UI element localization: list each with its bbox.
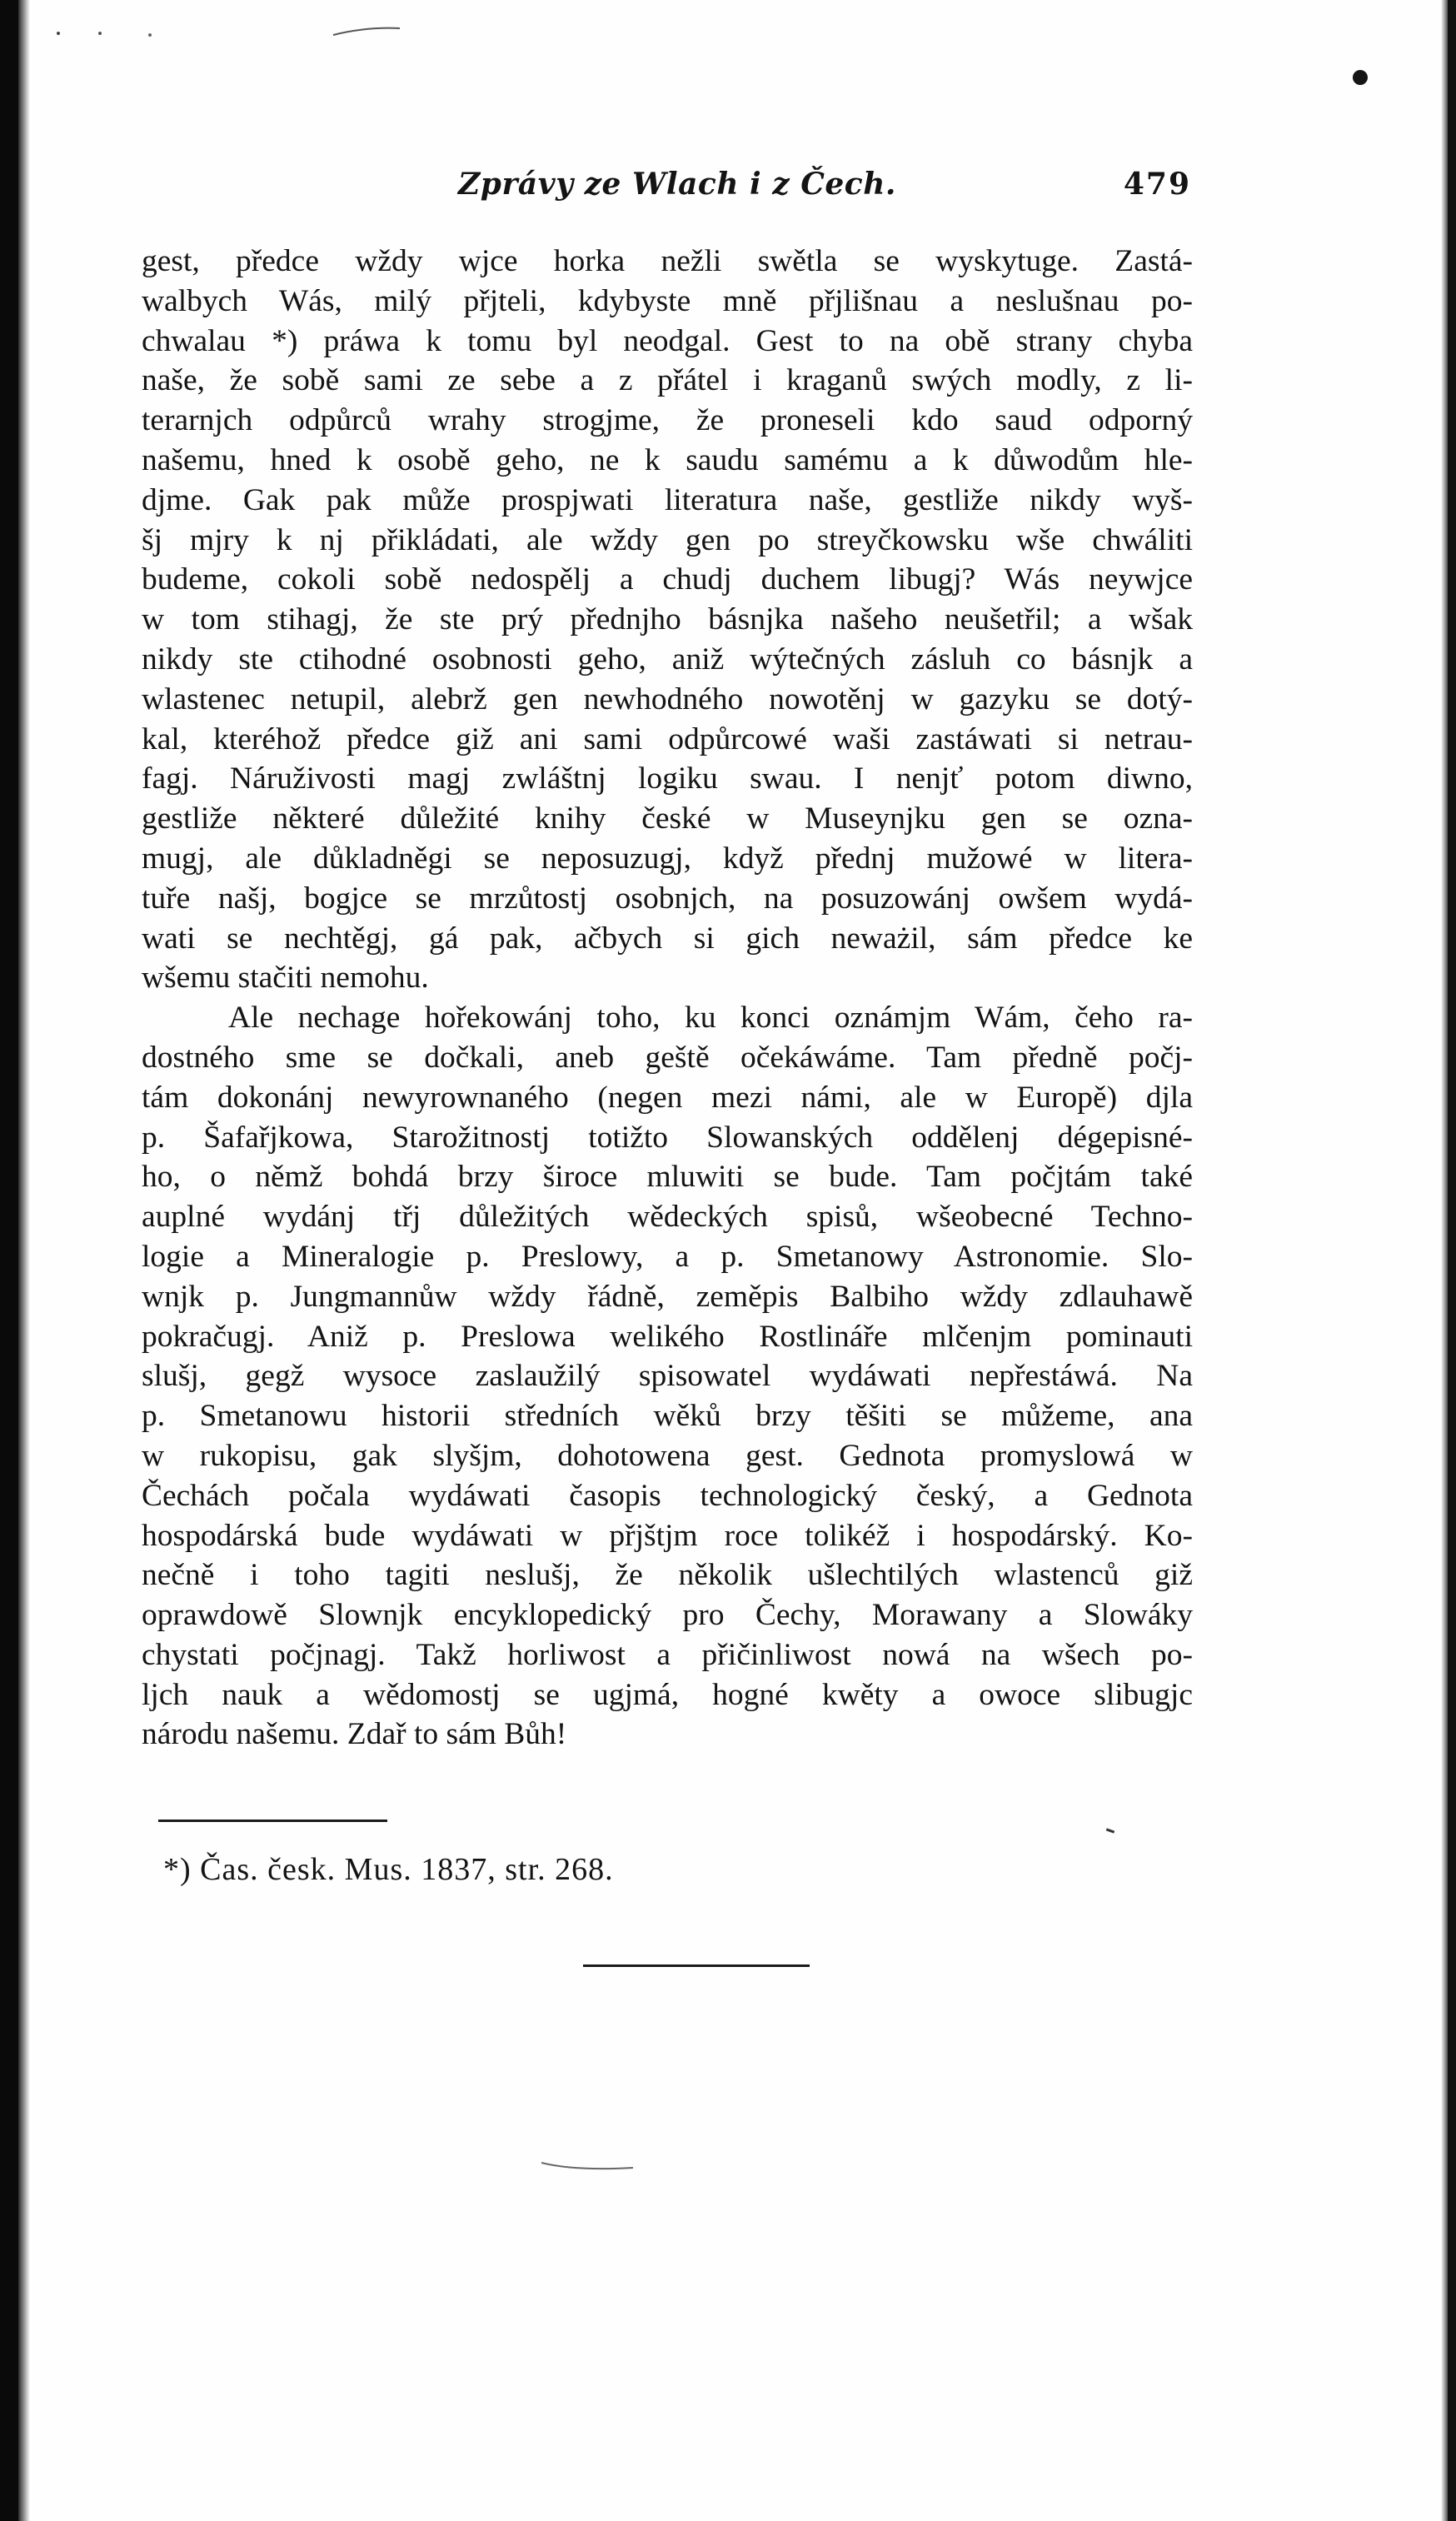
text-line: naše, že sobě sami ze sebe a z přátel i kraganů swých modly, z li- — [142, 363, 1193, 398]
text-line: wnjk p. Jungmannůw wždy řádně, zeměpis Balbiho wždy zdlauhawě — [142, 1279, 1193, 1314]
text-line: wlastenec netupil, alebrž gen newhodného nowotěnj w gazyku se dotý- — [142, 681, 1193, 716]
paragraph-1 — [142, 242, 1193, 998]
page-right-shadow — [1441, 0, 1448, 2521]
text-line: šj mjry k nj přikládati, ale wždy gen po streyčkowsku wše chwáliti — [142, 522, 1193, 557]
text-line: gestliže některé důležité knihy české w Museynjku gen se ozna- — [142, 801, 1193, 836]
text-line: kal, kteréhož předce giž ani sami odpůrcowé waši zastáwati si netrau- — [142, 721, 1193, 756]
text-line: Čechách počala wydáwati časopis technologický český, a Gednota — [142, 1478, 1193, 1513]
text-line: djme. Gak pak může prospjwati literatura naše, gestliže nikdy wyš- — [142, 482, 1193, 517]
page-number: 479 — [1123, 167, 1191, 202]
text-line: Ale nechage hořekowánj toho, ku konci oznámjm Wám, čeho ra- — [228, 1001, 1193, 1036]
text-line: národu našemu. Zdař to sám Bůh! — [142, 1717, 567, 1752]
text-line: dostného sme se dočkali, aneb geště očekáwáme. Tam předně počj- — [142, 1040, 1193, 1075]
text-line: našemu, hned k osobě geho, ne k saudu samému a k důwodům hle- — [142, 442, 1193, 477]
text-line: gest, předce wždy wjce horka nežli swětla se wyskytuge. Zastá- — [142, 244, 1193, 278]
text-line: fagj. Náruživosti magj zwláštnj logiku swau. I nenjť potom diwno, — [142, 761, 1193, 796]
text-line: wšemu stačiti nemohu. — [142, 961, 429, 996]
ink-dot — [1353, 70, 1368, 85]
text-line: pokračugj. Aniž p. Preslowa welikého Rostlináře mlčenjm pominauti — [142, 1319, 1193, 1354]
scan-speckle — [50, 23, 416, 40]
text-line: oprawdowě Slownjk encyklopedický pro Čechy, Morawany a Slowáky — [142, 1598, 1193, 1633]
paragraph-2 — [142, 998, 1193, 1755]
text-line: tuře našj, bogjce se mrzůtostj osobnjch, na posuzowánj owšem wydá- — [142, 881, 1193, 916]
text-line: hospodárská bude wydáwati w přjštjm roce tolikéž i hospodárský. Ko- — [142, 1518, 1193, 1553]
text-line: w rukopisu, gak slyšjm, dohotowena gest. Gednota promyslowá w — [142, 1438, 1193, 1473]
footnote-rule — [158, 1820, 387, 1822]
text-line: w tom stihagj, že ste prý přednjho básnjka našeho neušetřil; a wšak — [142, 602, 1193, 637]
page-right-edge — [1448, 0, 1456, 2521]
text-line: terarnjch odpůrců wrahy strogjme, že proneseli kdo saud odporný — [142, 403, 1193, 438]
text-line: ho, o němž bohdá brzy široce mluwiti se bude. Tam počjtám také — [142, 1160, 1193, 1195]
text-line: auplné wydánj třj důležitých wědeckých spisů, wšeobecné Techno- — [142, 1200, 1193, 1235]
text-line: chwalau *) práwa k tomu byl neodgal. Gest to na obě strany chyba — [142, 323, 1193, 358]
text-line: logie a Mineralogie p. Preslowy, a p. Smetanowy Astronomie. Slo- — [142, 1239, 1193, 1274]
binding-shadow — [18, 0, 30, 2521]
text-line: mugj, ale důkladněgi se neposuzugj, když přednj mužowé w litera- — [142, 841, 1193, 876]
text-line: walbych Wás, milý přjteli, kdybyste mně přjlišnau a neslušnau po- — [142, 283, 1193, 318]
text-line: wati se nechtěgj, gá pak, ačbych si gich neważil, sám předce ke — [142, 921, 1193, 956]
running-head — [142, 167, 1191, 217]
stray-mark — [1106, 1828, 1114, 1833]
book-binding-edge — [0, 0, 18, 2521]
text-line: slušj, gegž wysoce zaslaužilý spisowatel wydáwati nepřestáwá. Na — [142, 1359, 1193, 1394]
text-line: p. Smetanowu historii středních wěků brzy těšiti se můžeme, ana — [142, 1399, 1193, 1434]
text-line: budeme, cokoli sobě nedospělj a chudj duchem libugj? Wás neywjce — [142, 562, 1193, 597]
text-line: ljch nauk a wědomostj se ugjmá, hogné kwěty a owoce slibugjc — [142, 1677, 1193, 1712]
text-line: nikdy ste ctihodné osobnosti geho, aniž wýtečných zásluh co básnjk a — [142, 641, 1193, 676]
body-text — [142, 242, 1193, 1755]
text-line: p. Šafařjkowa, Starožitnostj totižto Slowanských oddělenj dégepisné- — [142, 1120, 1193, 1155]
text-line: nečně i toho tagiti neslušj, že několik ušlechtilých wlastenců giž — [142, 1558, 1193, 1593]
end-rule — [583, 1964, 810, 1967]
footnote: *) Čas. česk. Mus. 1837, str. 268. — [163, 1852, 614, 1887]
running-head-title: Zprávy ze Wlach i z Čech. — [458, 167, 896, 202]
text-line: tám dokonánj newyrownaného (negen mezi námi, ale w Europě) djla — [142, 1080, 1193, 1115]
scan-stray-curve — [541, 2158, 641, 2174]
text-line: chystati počjnagj. Takž horliwost a přičinliwost nowá na wšech po- — [142, 1637, 1193, 1672]
